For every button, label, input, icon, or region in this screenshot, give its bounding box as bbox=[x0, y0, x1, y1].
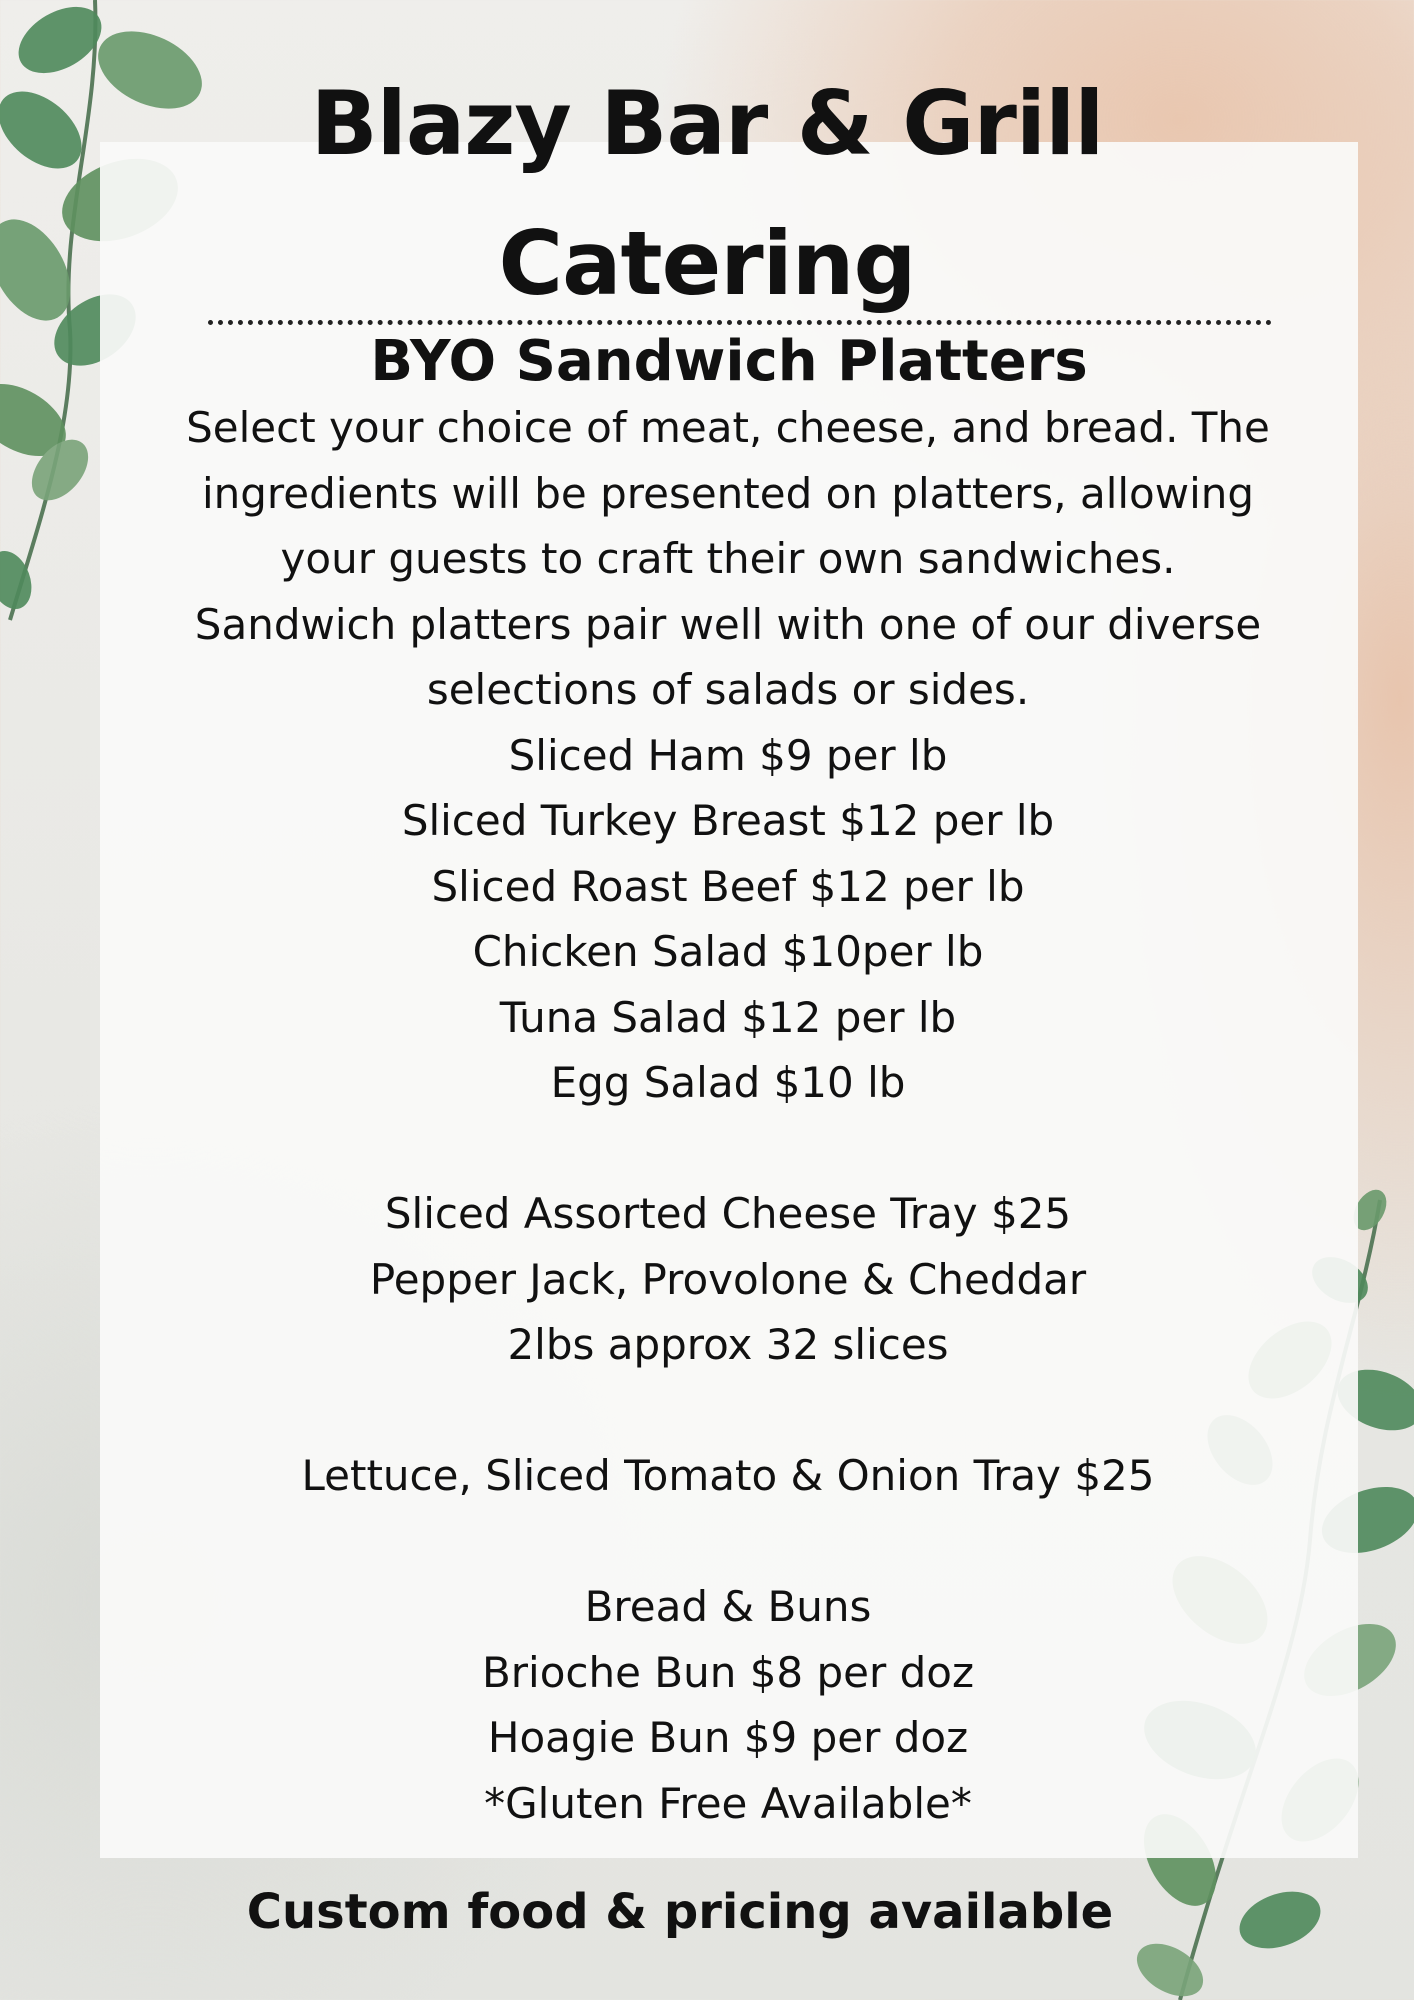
meat-item: Sliced Roast Beef $12 per lb bbox=[431, 861, 1025, 911]
bread-note: *Gluten Free Available* bbox=[484, 1778, 972, 1828]
intro-line: Select your choice of meat, cheese, and bread. The bbox=[186, 403, 1270, 452]
meat-item: Sliced Turkey Breast $12 per lb bbox=[401, 796, 1055, 845]
footer-note: Custom food & pricing available bbox=[246, 1884, 1114, 1940]
page-title bbox=[0, 54, 1414, 334]
meat-item: Chicken Salad $10per lb bbox=[472, 927, 984, 976]
bread-heading: Bread & Buns bbox=[584, 1582, 872, 1631]
title-line-1: Blazy Bar & Grill bbox=[310, 72, 1104, 175]
intro-line: Sandwich platters pair well with one of our diverse bbox=[194, 599, 1262, 649]
spacer bbox=[110, 1378, 1346, 1444]
title-line-2: Catering bbox=[498, 212, 916, 315]
meat-item: Egg Salad $10 lb bbox=[550, 1058, 906, 1107]
intro-line: your guests to craft their own sandwiches. bbox=[280, 534, 1176, 583]
cheese-item: 2lbs approx 32 slices bbox=[507, 1320, 949, 1369]
meat-item: Tuna Salad $12 per lb bbox=[499, 992, 957, 1042]
spacer bbox=[110, 1509, 1346, 1575]
menu-body bbox=[110, 395, 1346, 1836]
section-title: BYO Sandwich Platters bbox=[370, 329, 1088, 394]
bread-item: Brioche Bun $8 per doz bbox=[481, 1647, 975, 1697]
spacer bbox=[110, 1116, 1346, 1182]
cheese-item: Sliced Assorted Cheese Tray $25 bbox=[384, 1189, 1072, 1238]
cheese-item: Pepper Jack, Provolone & Cheddar bbox=[369, 1254, 1087, 1304]
meat-item: Sliced Ham $9 per lb bbox=[508, 730, 948, 780]
bread-item: Hoagie Bun $9 per doz bbox=[487, 1713, 969, 1762]
intro-line: ingredients will be presented on platters, allowing bbox=[201, 468, 1255, 518]
veg-item: Lettuce, Sliced Tomato & Onion Tray $25 bbox=[301, 1451, 1155, 1500]
intro-line: selections of salads or sides. bbox=[426, 665, 1030, 714]
